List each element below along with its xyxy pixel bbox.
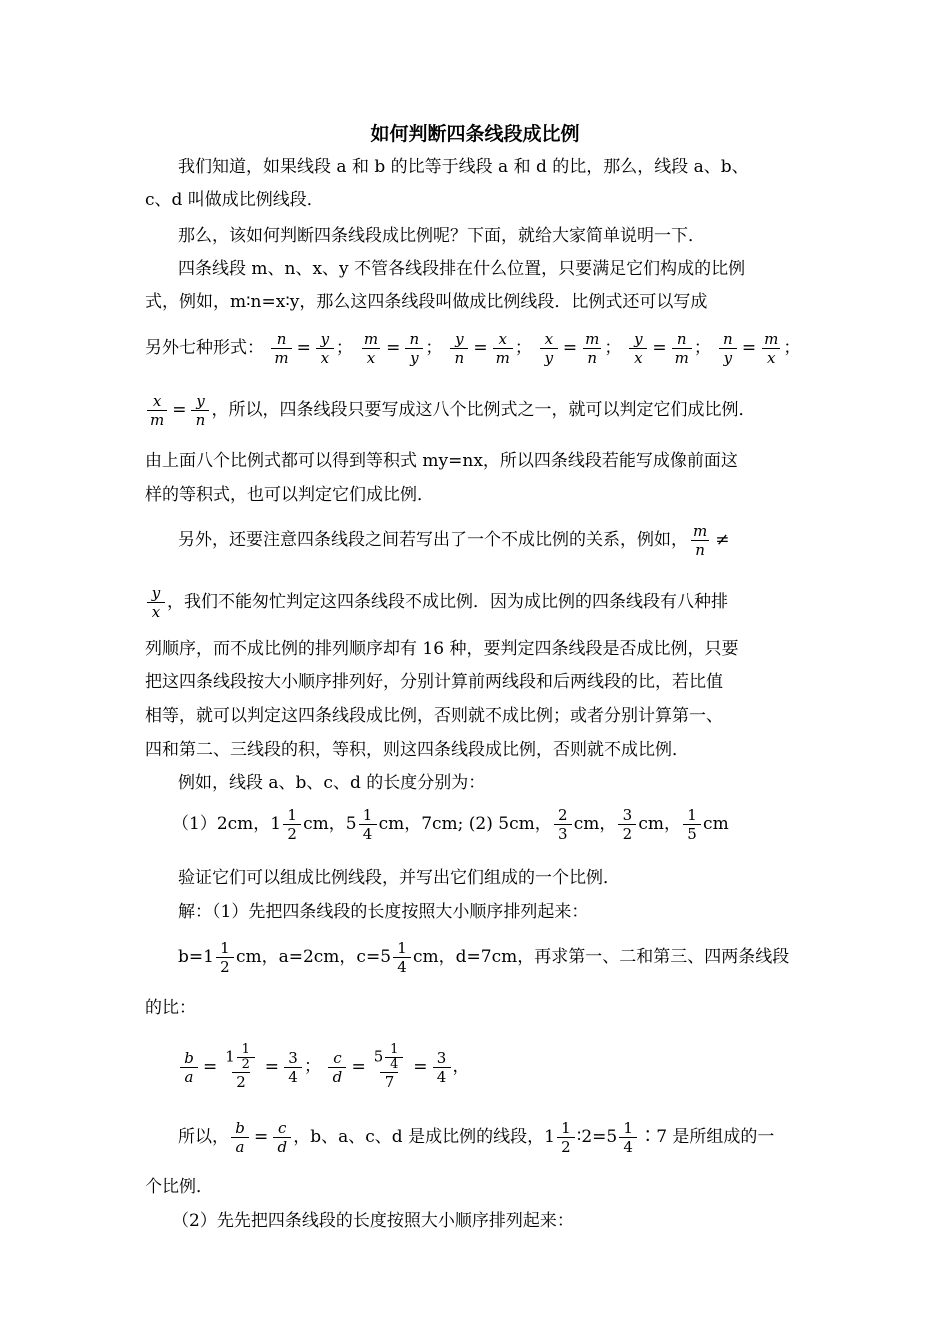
fraction [619,1119,637,1156]
numerator: 1 [687,806,697,824]
fraction [719,330,737,367]
numerator: n [409,330,420,348]
equals-sign: = [296,338,311,358]
fraction [629,330,647,367]
whole-part: 1 [225,1047,235,1066]
separator: ； [425,338,443,358]
denominator: 4 [284,1067,302,1086]
denominator: 2 [232,1072,250,1091]
denominator: m [672,348,692,367]
separator: ； [604,338,622,358]
numerator: c [278,1119,287,1137]
numerator: 3 [288,1048,298,1067]
equals-sign: = [562,338,578,358]
example-text: cm， [573,814,617,834]
numerator: 1 [397,939,407,957]
fraction [273,1119,291,1156]
fraction [216,939,234,976]
denominator: 4 [433,1067,451,1086]
fraction [361,330,381,367]
paragraph-line: 我们知道，如果线段 a 和 b 的比等于线段 a 和 d 的比，那么，线段 a、b、 [178,157,749,177]
proportion-form [538,330,622,367]
paragraph-line: 相等，就可以判定这四条线段成比例，否则就不成比例；或者分别计算第一、 [145,706,723,726]
fraction [316,330,334,367]
numerator: n [276,330,287,348]
paragraph-line [178,522,732,559]
proportion-form [359,330,443,367]
numerator: 1 [623,1119,633,1137]
separator: ， [452,1056,470,1077]
numerator: n [722,330,733,348]
numerator: y [455,330,464,348]
fraction [405,330,423,367]
fraction [283,806,301,843]
numerator [222,1043,260,1072]
denominator: n [191,410,209,429]
denominator: 4 [393,957,411,976]
denominator: m [271,348,291,367]
numerator [371,1043,409,1072]
not-equal-sign: ≠ [715,530,730,550]
denominator: 4 [619,1137,637,1156]
paragraph-line: c、d 叫做成比例线段． [145,190,324,210]
numerator: y [634,330,643,348]
fraction [554,806,572,843]
proportion-form [717,330,801,367]
fraction [284,1049,302,1086]
paragraph-text: ∶2=5 [576,1127,618,1147]
fraction [582,330,602,367]
numerator: 1 [220,939,230,957]
paragraph-line: 个比例． [145,1177,213,1197]
numerator: m [693,522,708,540]
paragraph-text: b=1 [178,947,214,967]
denominator: 2 [283,824,301,843]
numerator: 1 [561,1119,571,1137]
page-title: 如何判断四条线段成比例 [370,123,580,145]
example-lengths-line [172,806,729,843]
fraction [180,1049,198,1086]
separator: ； [693,338,711,358]
denominator: x [629,348,647,367]
separator: ； [783,338,801,358]
paragraph-text: ，所以，四条线段只要写成这八个比例式之一，就可以判定它们成比例． [211,400,756,420]
fraction [450,330,468,367]
paragraph-text: ∶7 是所组成的一 [639,1127,775,1147]
numerator: m [363,330,379,348]
paragraph-line: 例如，线段 a、b、c、d 的长度分别为： [178,773,486,793]
complex-fraction [222,1043,260,1091]
fraction [433,1049,451,1086]
denominator: 4 [359,824,377,843]
denominator: x [316,348,334,367]
denominator: x [147,602,165,621]
example-text: cm [703,814,729,834]
paragraph-text: 所以， [178,1127,229,1147]
denominator: y [719,348,737,367]
paragraph-line: 由上面八个比例式都可以得到等积式 my=nx，所以四条线段若能写成像前面这 [145,451,738,471]
proportion-form [269,330,353,367]
numerator: n [676,330,687,348]
paragraph-line: 列顺序，而不成比例的排列顺序却有 16 种，要判定四条线段是否成比例，只要 [145,639,739,659]
numerator: 3 [436,1048,447,1067]
numerator: 3 [622,806,633,824]
numerator: b [184,1048,194,1067]
paragraph-text: 另外，还要注意四条线段之间若写出了一个不成比例的关系，例如， [178,530,688,550]
fraction [359,806,377,843]
fraction [191,392,209,429]
numerator: c [333,1048,342,1067]
paragraph-line: 验证它们可以组成比例线段，并写出它们组成的一个比例． [178,868,620,888]
numerator: y [320,330,330,348]
fraction [618,806,636,843]
paragraph-line [145,584,728,621]
paragraph-text: ，我们不能匆忙判定这四条线段不成比例．因为成比例的四条线段有八种排 [167,592,728,612]
fraction [761,330,781,367]
numerator: 1 [287,806,297,824]
proportion-form [627,330,711,367]
numerator: 2 [557,806,568,824]
fraction [690,522,710,559]
paragraph-text: cm，a=2cm，c=5 [235,947,392,967]
paragraph-line: 式，例如，m∶n=x∶y，那么这四条线段叫做成比例线段．比例式还可以写成 [145,292,708,312]
numerator: m [585,330,600,348]
fraction [683,806,701,843]
fraction [540,330,558,367]
fraction [385,1043,403,1072]
equals-sign: = [386,338,401,358]
denominator: d [328,1067,346,1086]
fraction [231,1119,249,1156]
fraction [393,939,411,976]
conclusion-line: 所以， $\frac{b}{a}$ = $\frac{c}{d}$ ，b、a、c、d 是成比例的线段，1 $\frac{1}{2}$ ∶2=5 $\frac{1}{4}$ ∶7 是所组成的一 [178,1119,775,1156]
denominator: 5 [683,824,701,843]
paragraph-line: 的比： [145,998,196,1018]
numerator: x [152,392,162,410]
numerator: m [764,330,779,348]
numerator: 1 [390,1042,399,1057]
paragraph-line: 那么，该如何判断四条线段成比例呢？下面，就给大家简单说明一下． [178,226,705,246]
paragraph-line: 四和第二、三线段的积，等积，则这四条线段成比例，否则就不成比例． [145,740,689,760]
fraction [147,392,167,429]
denominator: 3 [554,824,572,843]
denominator: m [493,348,513,367]
separator: ； [335,338,353,358]
equals-sign: = [473,338,488,358]
example-text: cm，7cm; (2) 5cm， [378,814,552,834]
complex-fraction [371,1043,409,1091]
denominator: 2 [237,1057,255,1072]
example-text: cm，5 [303,814,357,834]
equals-sign: = [652,338,667,358]
fraction [493,330,513,367]
proportion-forms [269,330,806,367]
denominator: x [362,348,380,367]
separator: ； [514,338,532,358]
fraction [237,1043,255,1072]
fraction [328,1049,346,1086]
paragraph-text: cm，d=7cm，再求第一、二和第三、四两条线段 [413,947,790,967]
proportion-form [448,330,532,367]
denominator: y [540,348,558,367]
equals-sign: = [741,338,757,358]
fraction [557,1119,575,1156]
paragraph-line: 样的等积式，也可以判定它们成比例． [145,485,434,505]
paragraph-line: （2）先先把四条线段的长度按照大小顺序排列起来： [172,1211,574,1231]
numerator: y [196,392,205,410]
denominator: y [405,348,423,367]
denominator: n [583,348,601,367]
whole-part: 5 [373,1047,384,1066]
numerator: x [544,330,554,348]
paragraph-text: ，b、a、c、d 是成比例的线段，1 [293,1127,555,1147]
denominator: n [691,540,709,559]
denominator: 4 [385,1057,403,1072]
example-text: （1）2cm，1 [172,814,282,834]
proportion-forms-line [145,330,806,367]
numerator: 1 [241,1042,250,1057]
paragraph-line: 把这四条线段按大小顺序排列好，分别计算前两线段和后两线段的比，若比值 [145,672,723,692]
fraction [271,330,291,367]
denominator: 2 [618,824,636,843]
denominator: x [762,348,780,367]
forms-lead-text: 另外七种形式： [145,338,264,358]
numerator: 1 [362,806,373,824]
separator: ； [304,1056,322,1077]
denominator: 2 [557,1137,575,1156]
fraction [147,584,165,621]
paragraph-line: 四条线段 m、n、x、y 不管各线段排在什么位置，只要满足它们构成的比例 [178,259,746,279]
denominator: m [147,410,167,429]
denominator: a [231,1137,249,1156]
example-text: cm， [638,814,682,834]
numerator: y [151,584,161,602]
numerator: x [498,330,507,348]
denominator: 7 [380,1072,398,1091]
denominator: 2 [216,957,234,976]
denominator: d [273,1137,291,1156]
fraction [672,330,692,367]
eighth-form-line: $\frac{x}{m}$ = $\frac{y}{n}$ ，所以，四条线段只要写成这八个比例式之一，就可以判定它们成比例． [145,392,755,429]
numerator: b [235,1119,245,1137]
ratio-calculation: $\frac{b}{a}$ = 1 $\frac{1}{2}$ 2 = $\frac{3}{4}$ ； $\frac{c}{d}$ = 5 $\frac{1}{4}$ 7 = $\frac{3}{4}$ ， [178,1043,470,1091]
sorted-lengths-line [178,939,789,976]
denominator: n [450,348,468,367]
denominator: a [180,1067,198,1086]
paragraph-line: 解：（1）先把四条线段的长度按照大小顺序排列起来： [178,902,589,922]
